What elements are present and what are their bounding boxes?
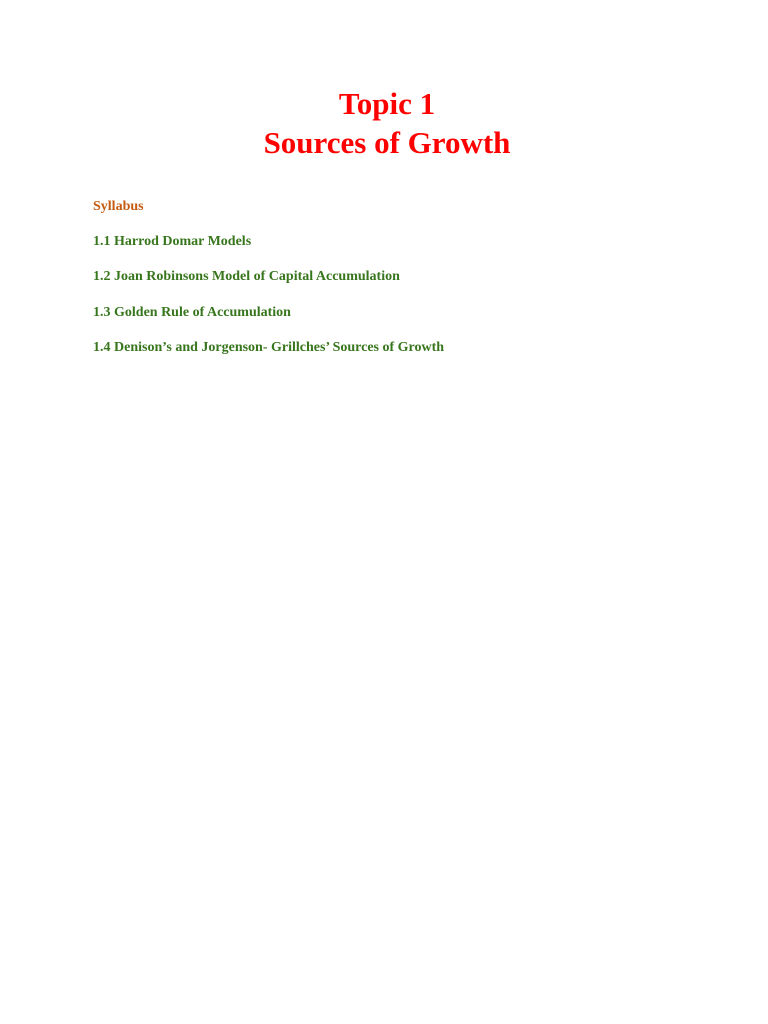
syllabus-list [93, 233, 444, 357]
syllabus-item-1-2: 1.2 Joan Robinsons Model of Capital Accumulation [93, 269, 400, 285]
page-title [0, 84, 768, 162]
syllabus-section [93, 198, 444, 374]
syllabus-heading: Syllabus [93, 199, 144, 214]
syllabus-item-1-3: 1.3 Golden Rule of Accumulation [93, 304, 291, 320]
title-topic-number: Topic 1 [338, 86, 436, 121]
title-topic-name: Sources of Growth [263, 125, 511, 160]
syllabus-item-1-1: 1.1 Harrod Domar Models [93, 234, 252, 249]
syllabus-item-1-4: 1.4 Denison’s and Jorgenson- Grillches’ Sources of Growth [93, 339, 445, 355]
